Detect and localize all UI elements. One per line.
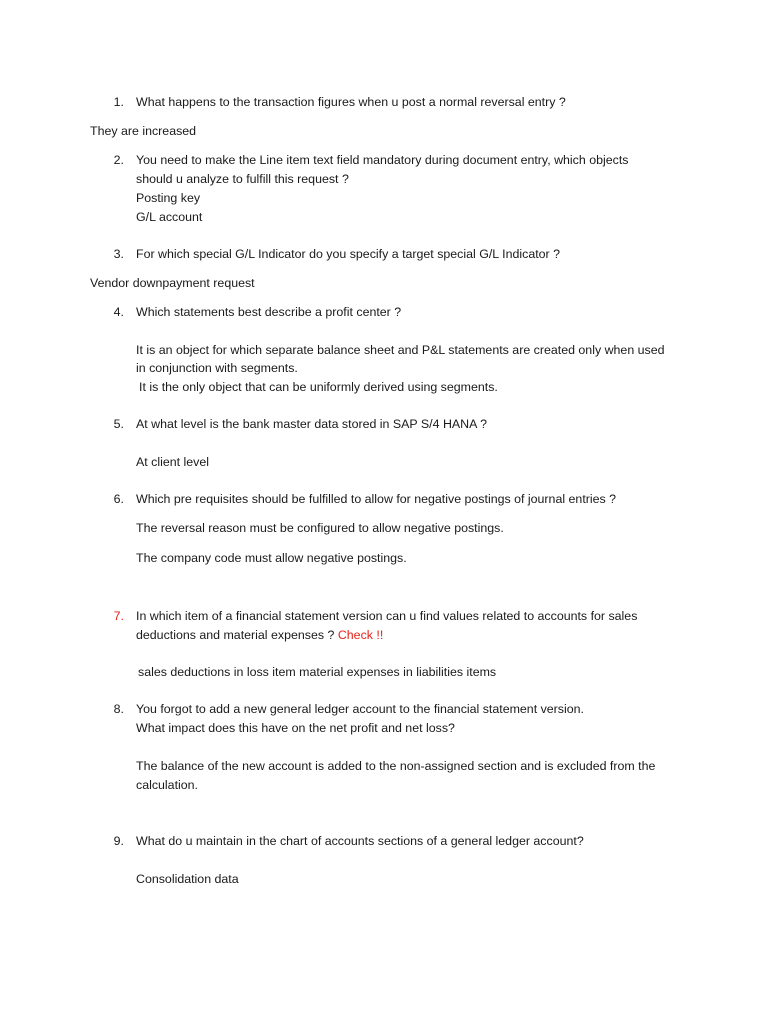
question-text: For which special G/L Indicator do you specify a target special G/L Indicator ?: [136, 247, 561, 261]
answer-text: It is an object for which separate balance sheet and P&L statements are created only when used: [136, 343, 665, 357]
answer-text: The reversal reason must be configured to allow negative postings.: [136, 521, 504, 535]
answer-text: in conjunction with segments.: [136, 361, 298, 375]
question-number: 3.: [113, 247, 124, 261]
question-text: What impact does this have on the net profit and net loss?: [136, 721, 455, 735]
question-text-part: deductions and material expenses ?: [136, 628, 335, 642]
question-number: 9.: [113, 834, 124, 848]
question-number: 1.: [113, 95, 124, 109]
question-text: You need to make the Line item text field mandatory during document entry, which objects: [136, 153, 629, 167]
question-text: In which item of a financial statement version can u find values related to accounts for sales: [136, 609, 638, 623]
question-number: 6.: [113, 492, 124, 506]
question-text: You forgot to add a new general ledger account to the financial statement version.: [136, 702, 584, 716]
question-text: What do u maintain in the chart of accounts sections of a general ledger account?: [136, 834, 584, 848]
question-text: Which statements best describe a profit center ?: [136, 305, 402, 319]
answer-text: They are increased: [90, 124, 197, 138]
question-text: [136, 626, 383, 645]
question-text: At what level is the bank master data stored in SAP S/4 HANA ?: [136, 417, 488, 431]
question-number: 4.: [113, 305, 124, 319]
answer-text: It is the only object that can be uniformly derived using segments.: [139, 380, 498, 394]
answer-text: Vendor downpayment request: [90, 276, 255, 290]
question-text: Which pre requisites should be fulfilled to allow for negative postings of journal entries ?: [136, 492, 617, 506]
answer-text: At client level: [136, 455, 210, 469]
answer-text: G/L account: [136, 210, 203, 224]
question-number: 2.: [113, 153, 124, 167]
answer-text: sales deductions in loss item material expenses in liabilities items: [138, 665, 497, 679]
answer-text: The company code must allow negative postings.: [136, 551, 407, 565]
question-text: should u analyze to fulfill this request ?: [136, 172, 349, 186]
question-number: 7.: [113, 609, 124, 623]
answer-text: calculation.: [136, 778, 198, 792]
answer-text: Posting key: [136, 191, 201, 205]
question-number: 5.: [113, 417, 124, 431]
question-number: 8.: [113, 702, 124, 716]
question-text: What happens to the transaction figures when u post a normal reversal entry ?: [136, 95, 566, 109]
answer-text: The balance of the new account is added to the non-assigned section and is excluded from the: [136, 759, 656, 773]
answer-text: Consolidation data: [136, 872, 239, 886]
check-flag: Check !!: [337, 628, 384, 642]
